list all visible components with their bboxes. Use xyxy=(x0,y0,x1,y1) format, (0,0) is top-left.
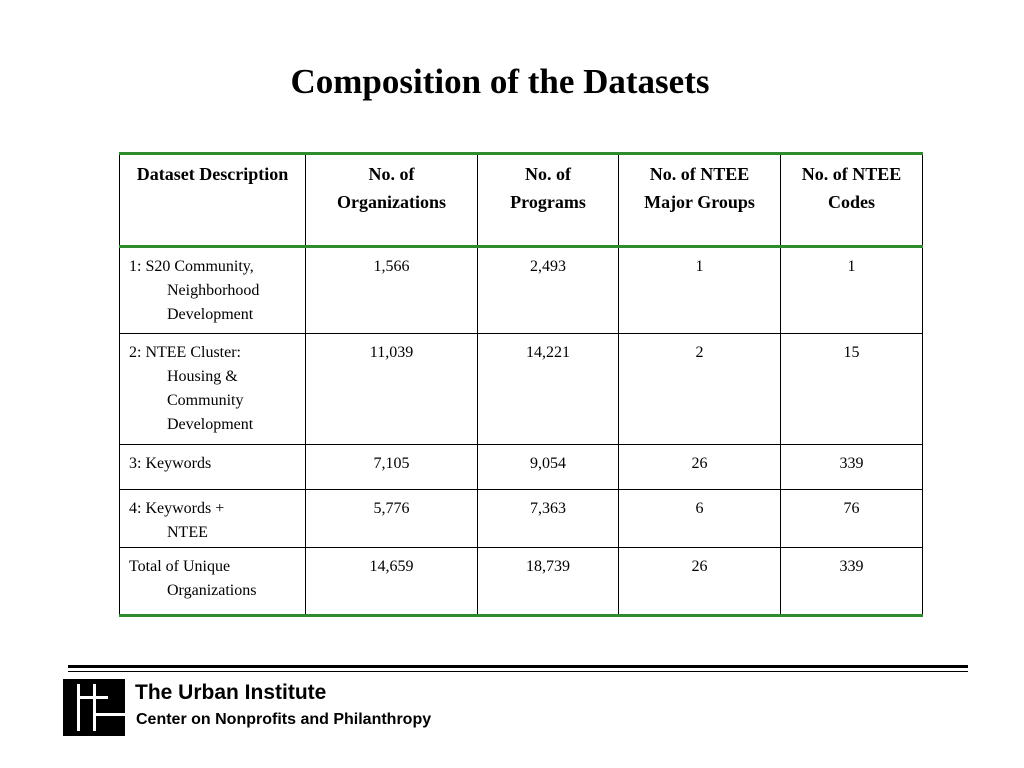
dataset-description-cell xyxy=(120,334,306,445)
programs-cell: 2,493 xyxy=(478,247,619,334)
organizations-cell: 14,659 xyxy=(306,548,478,616)
center-name: Center on Nonprofits and Philanthropy xyxy=(136,711,432,728)
programs-cell: 7,363 xyxy=(478,490,619,548)
dataset-description-first-line: 1: S20 Community, xyxy=(129,258,254,275)
header-dataset-description: Dataset Description xyxy=(120,154,306,247)
dataset-description-continuation: Neighborhood Development xyxy=(167,282,260,323)
dataset-description-first-line: 4: Keywords + xyxy=(129,500,225,517)
major-groups-cell: 1 xyxy=(619,247,781,334)
header-programs: No. of Programs xyxy=(478,154,619,247)
organizations-cell: 11,039 xyxy=(306,334,478,445)
codes-cell: 15 xyxy=(781,334,923,445)
header-ntee-major-groups: No. of NTEE Major Groups xyxy=(619,154,781,247)
footer-divider-thick xyxy=(68,665,968,668)
organizations-cell: 5,776 xyxy=(306,490,478,548)
codes-cell: 339 xyxy=(781,445,923,490)
urban-institute-logo-icon xyxy=(63,679,125,736)
header-organizations: No. of Organizations xyxy=(306,154,478,247)
programs-cell: 18,739 xyxy=(478,548,619,616)
dataset-description-cell xyxy=(120,548,306,616)
footer-divider-thin xyxy=(68,671,968,672)
major-groups-cell: 26 xyxy=(619,548,781,616)
major-groups-cell: 2 xyxy=(619,334,781,445)
dataset-description-continuation: Housing & Community Development xyxy=(167,368,254,433)
dataset-description-cell xyxy=(120,247,306,334)
dataset-description-cell xyxy=(120,445,306,490)
codes-cell: 1 xyxy=(781,247,923,334)
dataset-description-continuation: Organizations xyxy=(167,582,257,599)
dataset-description-first-line: Total of Unique xyxy=(129,558,231,575)
codes-cell: 76 xyxy=(781,490,923,548)
dataset-description-continuation: NTEE xyxy=(167,524,208,541)
programs-cell: 9,054 xyxy=(478,445,619,490)
table-row xyxy=(120,334,923,445)
header-ntee-codes: No. of NTEE Codes xyxy=(781,154,923,247)
table-header-row xyxy=(120,154,923,247)
organizations-cell: 1,566 xyxy=(306,247,478,334)
dataset-description-first-line: 3: Keywords xyxy=(129,455,212,472)
organizations-cell: 7,105 xyxy=(306,445,478,490)
codes-cell: 339 xyxy=(781,548,923,616)
organization-name: The Urban Institute xyxy=(135,681,327,704)
table-row xyxy=(120,445,923,490)
dataset-description-first-line: 2: NTEE Cluster: xyxy=(129,344,241,361)
dataset-description-cell xyxy=(120,490,306,548)
table-row xyxy=(120,247,923,334)
programs-cell: 14,221 xyxy=(478,334,619,445)
table-row xyxy=(120,490,923,548)
major-groups-cell: 6 xyxy=(619,490,781,548)
table-row-total xyxy=(120,548,923,616)
page-title: Composition of the Datasets xyxy=(290,62,710,101)
major-groups-cell: 26 xyxy=(619,445,781,490)
datasets-table xyxy=(119,152,923,617)
